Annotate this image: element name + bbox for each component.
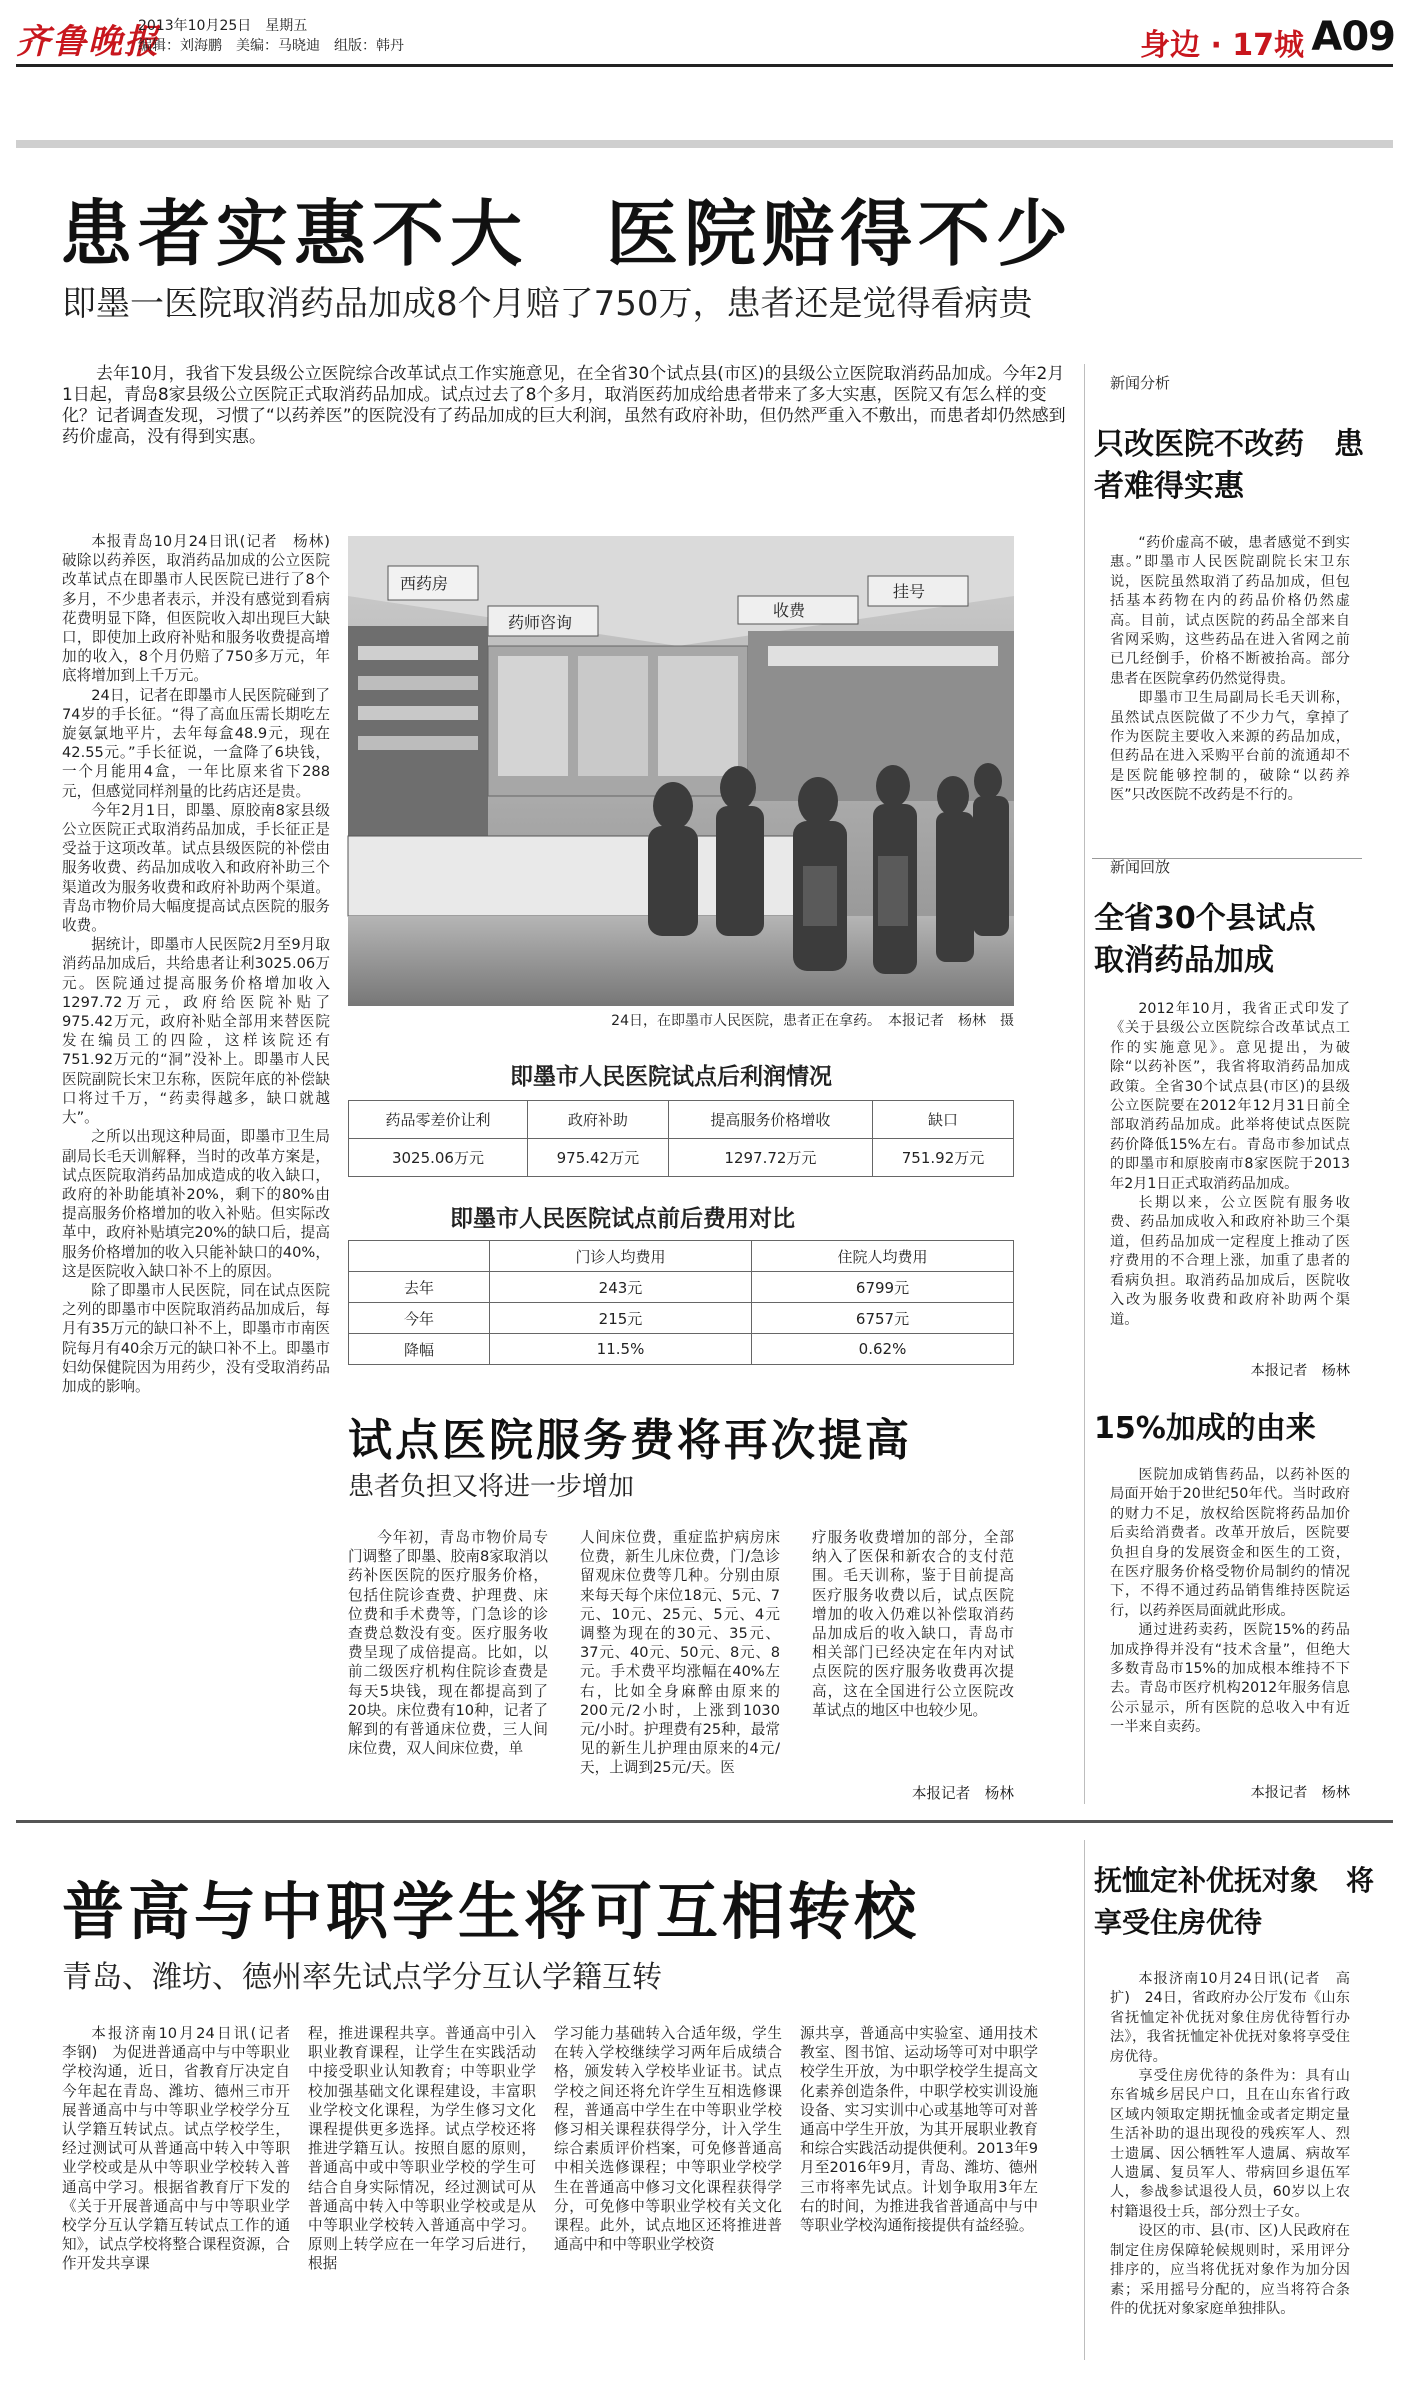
story3-column [554,2024,782,2364]
profit-table-cell: 3025.06万元 [349,1139,528,1177]
sidebar-body-replay [1110,1000,1350,1360]
cost-table-cell: 243元 [490,1272,752,1303]
profit-table-cell: 751.92万元 [873,1139,1014,1177]
cost-table-row-label: 去年 [349,1272,490,1303]
story3-column [308,2024,536,2364]
sidebar-paragraph: 本报济南10月24日讯(记者 高扩) 24日，省政府办公厅发布《山东省抚恤定补优抚对象住房优待暂行办法》，我省抚恤定补优抚对象将享受住房优待。 [1110,1971,1350,2065]
story2-column [580,1528,780,1778]
header-rule [16,64,1393,67]
cost-table-cell: 6757元 [752,1303,1014,1334]
story1-paragraph: 据统计，即墨市人民医院2月至9月取消药品加成后，共给患者让利3025.06万元。医院通过提高服务价格增加收入1297.72万元，政府给医院补贴了975.42万元，政府补贴全部用来替医院发在编员工的四险，这样该院还有751.92万元的“洞”没补上。即墨市人民医院副院长宋卫东称，医院年底的补偿缺口将过千万，“药卖得越多，缺口就越大”。 [62,936,330,1127]
story2-headline: 试点医院服务费将再次提高 [348,1415,912,1466]
profit-table-header: 缺口 [873,1101,1014,1139]
story1-paragraph: 今年2月1日，即墨、原胶南8家县级公立医院正式取消药品加成，手长征正是受益于这项改革。试点县级医院的补偿由服务收费、药品加成收入和政府补助三个渠道改为服务收费和政府补助两个渠道。青岛市物价局大幅度提高试点医院的服务收费。 [62,801,330,935]
sidebar-headline-analysis: 只改医院不改药 患者难得实惠 [1094,427,1364,504]
sidebar-headline-replay: 全省30个县试点 取消药品加成 [1094,901,1346,978]
sidebar-tag-replay: 新闻回放 [1110,858,1171,876]
story3-column [800,2024,1038,2364]
date-line: 2013年10月25日 星期五 [138,18,308,34]
story2-paragraph: 今年初，青岛市物价局专门调整了即墨、胶南8家取消以药补医医院的医疗服务价格，包括住院诊查费、护理费、床位费和手术费等，门急诊的诊查费总数没有变。医疗服务收费呈现了成倍提高。比如，以前二级医疗机构住院诊查费是每天5块钱，现在都提高到了20块。床位费有10种，记者了解到的有普通床位费，三人间床位费，双人间床位费，单 [348,1529,548,1758]
story1-lead: 去年10月，我省下发县级公立医院综合改革试点工作实施意见，在全省30个试点县(市区)的县级公立医院取消药品加成。今年2月1日起，青岛8家县级公立医院正式取消药品加成。试点过去了8个多月，取消医药加成给患者带来了多大实惠，医院又有怎么样的变化？记者调查发现，习惯了“以药养医”的医院没有了药品加成的巨大利润，虽然有政府补助，但仍然严重入不敷出，而患者却仍然感到药价虚高，没有得到实惠。 [62,364,1066,447]
page-number: A09 [1311,14,1395,60]
story3-subhead: 青岛、潍坊、德州率先试点学分互认学籍互转 [62,1960,662,1995]
story2-subhead: 患者负担又将进一步增加 [348,1472,635,1502]
sidebar-paragraph: 2012年10月，我省正式印发了《关于县级公立医院综合改革试点工作的实施意见》。意见提出，为破除“以药补医”，我省将取消药品加成政策。全省30个试点县(市区)的县级公立医院要在2012年12月31日前全部取消药品加成。此举将使试点医院药价降低15%左右。青岛市参加试点的即墨市和原胶南市8家医院于2013年2月1日正式取消药品加成。 [1110,1001,1350,1192]
story2-paragraph: 人间床位费，重症监护病房床位费，新生儿床位费，门/急诊留观床位费等几种。分别由原来每天每个床位18元、5元、7元、10元、25元、5元、4元调整为现在的30元、35元、37元、40元、50元、8元、8元。手术费平均涨幅在40%左右，比如全身麻醉由原来的200元/2小时，上涨到1030元/小时。护理费有25种，最常见的新生儿护理由原来的4元/天，上调到25元/天。医 [580,1529,780,1777]
profit-table-header: 提高服务价格增收 [668,1101,872,1139]
masthead-logo: 齐鲁晚报 [16,22,160,62]
sidebar-tag-analysis: 新闻分析 [1110,374,1171,392]
sidebar-paragraph: “药价虚高不破，患者感觉不到实惠。”即墨市人民医院副院长宋卫东说，医院虽然取消了药品加成，但包括基本药物在内的药品价格仍然虚高。目前，试点医院的药品全部来自省网采购，这些药品在进入省网之前已几经倒手，价格不断被抬高。部分患者在医院拿药仍然觉得贵。 [1110,535,1350,687]
sidebar-paragraph: 长期以来，公立医院有服务收费、药品加成收入和政府补助三个渠道，但药品加成一定程度上推动了医疗费用的不合理上涨，加重了患者的看病负担。取消药品加成后，医院收入改为服务收费和政府补助两个渠道。 [1110,1195,1350,1328]
sidebar-paragraph: 医院加成销售药品，以药补医的局面开始于20世纪50年代。当时政府的财力不足，放权给医院将药品加价后卖给消费者。改革开放后，医院要负担自身的发展资金和医生的工资，在医疗服务价格受物价局制约的情况下，不得不通过药品销售维持医院运行，以药养医局面就此形成。 [1110,1467,1350,1619]
story2-column [348,1528,548,1778]
sidebar-body-housing [1110,1970,1350,2362]
section-name: 身边 · 17城 [1140,28,1305,63]
cost-table-cell: 215元 [490,1303,752,1334]
top-grey-band [16,140,1393,148]
sidebar-byline-replay: 本报记者 杨林 [1250,1363,1350,1379]
masthead-info [138,16,404,56]
cost-table-cell: 6799元 [752,1272,1014,1303]
photo-sign-text: 挂号 [893,582,926,601]
sidebar-headline-housing: 抚恤定补优抚对象 将享受住房优待 [1094,1864,1375,1939]
profit-table-cell: 975.42万元 [527,1139,668,1177]
sidebar-paragraph: 享受住房优待的条件为：具有山东省城乡居民户口，且在山东省行政区域内领取定期抚恤金或者定期定量生活补助的退出现役的残疾军人、烈士遗属、因公牺牲军人遗属、病故军人遗属、复员军人、带病回乡退伍军人，参战参试退役人员，60岁以上农村籍退役士兵，部分烈士子女。 [1110,2068,1350,2220]
story1-column [62,532,345,1804]
story3-paragraph: 程，推进课程共享。普通高中引入职业教育课程，让学生在实践活动中接受职业认知教育；中等职业学校加强基础文化课程建设，丰富职业学校文化课程，为学生修习文化课程提供更多选择。试点学校还将推进学籍互认。按照自愿的原则，普通高中或中等职业学校的学生可结合自身实际情况，经过测试可从普通高中转入中等职业学校或是从中等职业学校转入普通高中学习。原则上转学应在一年学习后进行，根据 [308,2025,536,2273]
cost-table-row-label: 降幅 [349,1334,490,1365]
pharmacy-photo-image [348,536,1014,1006]
profit-table-header: 政府补助 [527,1101,668,1139]
cost-table-header: 住院人均费用 [752,1241,1014,1272]
profit-table-header: 药品零差价让利 [349,1101,528,1139]
story3-paragraph: 源共享，普通高中实验室、通用技术教室、图书馆、运动场等可对中职学校学生开放，为中职学校学生提高文化素养创造条件，中职学校实训设施设备、实习实训中心或基地等可对普通高中学生开放，为其开展职业教育和综合实践活动提供便利。2013年9月至2016年9月，青岛、潍坊、德州三市将率先试点。计划争取用3年左右的时间，为推进我省普通高中与中等职业学校沟通衔接提供有益经验。 [800,2025,1038,2235]
sidebar-divider [1084,364,1085,1804]
story1-headline: 患者实惠不大 医院赔得不少 [60,192,1075,276]
story1-paragraph: 24日，记者在即墨市人民医院碰到了74岁的手长征。“得了高血压需长期吃左旋氨氯地平片，去年每盒48.9元，现在42.55元。”手长征说，一盒降了6块钱，一个月能用4盒，一年比原来省下288元，但感觉同样剂量的比药店还是贵。 [62,686,330,800]
sidebar-byline-origin: 本报记者 杨林 [1250,1785,1350,1801]
story3-headline: 普高与中职学生将可互相转校 [62,1875,921,1948]
table1-title: 即墨市人民医院试点后利润情况 [510,1064,832,1090]
bottom-sidebar-divider [1084,1840,1085,2360]
story2-byline: 本报记者 杨林 [911,1785,1014,1802]
sidebar-body-analysis [1110,534,1350,856]
photo-sign-text: 收费 [773,601,806,620]
story1-subhead: 即墨一医院取消药品加成8个月赔了750万，患者还是觉得看病贵 [62,284,1033,324]
story1-paragraph: 本报青岛10月24日讯(记者 杨林) 破除以药养医，取消药品加成的公立医院改革试点在即墨市人民医院已进行了8个多月，不少患者表示，并没有感觉到看病花费明显下降，但医院收入却出现巨大缺口，即使加上政府补贴和服务收费提高增加的收入，8个月仍赔了750多万元，年底将增加到上千万元。 [62,533,345,685]
sidebar-paragraph: 通过进药卖药，医院15%的药品加成挣得并没有“技术含量”，但绝大多数青岛市15%的加成根本维持不下去。青岛市医疗机构2012年服务信息公示显示，所有医院的总收入中有近一半来自卖药。 [1110,1622,1350,1736]
table2-title: 即墨市人民医院试点前后费用对比 [450,1206,795,1232]
profit-table [348,1100,1014,1177]
sidebar-paragraph: 设区的市、县(市、区)人民政府在制定住房保障轮候规则时，采用评分排序的，应当将优抚对象作为加分因素；采用摇号分配的，应当将符合条件的优抚对象家庭单独排队。 [1110,2223,1350,2317]
cost-table-cell: 11.5% [490,1334,752,1365]
pharmacy-photo [348,536,1014,1006]
story2-paragraph: 疗服务收费增加的部分，全部纳入了医保和新农合的支付范围。毛天训称，鉴于目前提高医疗服务收费以后，试点医院增加的收入仍难以补偿取消药品加成后的收入缺口，青岛市相关部门已经决定在年内对试点医院的医疗服务收费再次提高，这在全国进行公立医院改革试点的地区中也较少见。 [812,1529,1014,1719]
story1-paragraph: 之所以出现这种局面，即墨市卫生局副局长毛天训解释，当时的改革方案是，试点医院取消药品加成造成的收入缺口，政府的补助能填补20%，剩下的80%由提高服务价格增加的收入补贴。但实际改革中，政府补贴填完20%的缺口后，提高服务价格增加的收入只能补缺口的40%，这是医院收入缺口补不上的原因。 [62,1128,330,1280]
photo-sign-text: 药师咨询 [508,613,573,632]
cost-table-cell: 0.62% [752,1334,1014,1365]
cost-table [348,1240,1014,1365]
story1-paragraph: 除了即墨市人民医院，同在试点医院之列的即墨市中医院取消药品加成后，每月有35万元的缺口补不上，即墨市市南医院每月有40余万元的缺口补不上。即墨市妇幼保健院因为用药少，没有受取消药品加成的影响。 [62,1281,330,1395]
story3-column [62,2024,305,2364]
story2-column [812,1528,1014,1778]
sidebar-body-origin [1110,1466,1350,1778]
sidebar-headline-origin: 15%加成的由来 [1094,1411,1316,1446]
story3-paragraph: 学习能力基础转入合适年级，学生在转入学校继续学习两年后成绩合格，颁发转入学校毕业证书。试点学校之间还将允许学生互相选修课程，普通高中学生在中等职业学校修习相关课程获得学分，计入学生综合素质评价档案，可免修普通高中相关选修课程；中等职业学校学生在普通高中修习文化课程获得学分，可免修中等职业学校有关文化课程。此外，试点地区还将推进普通高中和中等职业学校资 [554,2025,782,2254]
cost-table-row-label: 今年 [349,1303,490,1334]
profit-table-cell: 1297.72万元 [668,1139,872,1177]
photo-caption: 24日，在即墨市人民医院，患者正在拿药。 本报记者 杨林 摄 [611,1013,1014,1029]
cost-table-header: 门诊人均费用 [490,1241,752,1272]
photo-sign-text: 西药房 [400,574,449,593]
cost-table-header [349,1241,490,1272]
bottom-rule [16,1820,1393,1823]
editors-line: 编辑：刘海鹏 美编：马晓迪 组版：韩丹 [138,38,404,54]
story3-paragraph: 本报济南10月24日讯(记者 李钢) 为促进普通高中与中等职业学校沟通，近日，省教育厅决定自今年起在青岛、潍坊、德州三市开展普通高中与中等职业学校学分互认学籍互转试点。试点学校学生，经过测试可从普通高中转入中等职业学校或是从中等职业学校转入普通高中学习。根据省教育厅下发的《关于开展普通高中与中等职业学校学分互认学籍互转试点工作的通知》，试点学校将整合课程资源，合作开发共享课 [62,2025,305,2273]
sidebar-paragraph: 即墨市卫生局副局长毛天训称，虽然试点医院做了不少力气，拿掉了作为医院主要收入来源的药品加成，但药品在进入采购平台前的流通却不是医院能够控制的，破除“以药养医”只改医院不改药是不行的。 [1110,690,1350,804]
